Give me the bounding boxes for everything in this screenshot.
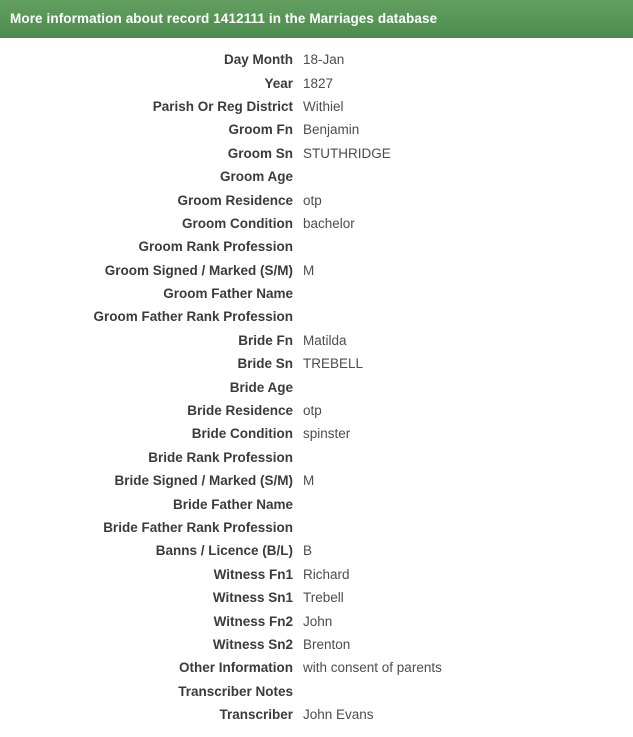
record-fields <box>0 48 633 726</box>
field-label: Groom Father Name <box>163 286 293 302</box>
field-value: Matilda <box>303 332 347 348</box>
page-title-bar <box>0 0 633 38</box>
field-value <box>303 680 633 703</box>
field-label: Groom Fn <box>228 122 293 138</box>
field-label: Bride Condition <box>191 426 293 442</box>
field-label: Parish Or Reg District <box>152 98 293 114</box>
field-value: 1827 <box>303 75 334 91</box>
field-value: Richard <box>303 566 350 582</box>
field-label: Bride Father Rank Profession <box>103 520 293 535</box>
field-value: Benjamin <box>303 122 360 138</box>
field-label: Groom Rank Profession <box>138 239 293 255</box>
field-value: spinster <box>303 426 351 442</box>
field-value: with consent of parents <box>303 660 442 676</box>
field-value: John <box>303 613 333 629</box>
field-label: Groom Father Rank Profession <box>93 309 293 325</box>
field-label: Other Information <box>179 660 293 676</box>
field-label: Groom Signed / Marked (S/M) <box>104 262 293 278</box>
field-label: Transcriber Notes <box>178 683 293 699</box>
field-label: Bride Fn <box>238 332 293 348</box>
field-label: Witness Fn2 <box>213 613 293 629</box>
field-value: Trebell <box>303 590 344 606</box>
field-label: Bride Sn <box>237 356 293 372</box>
field-label: Bride Father Name <box>172 496 293 512</box>
field-value: otp <box>303 192 322 208</box>
field-value: John Evans <box>303 707 374 723</box>
field-value: otp <box>303 403 322 419</box>
field-label: Bride Signed / Marked (S/M) <box>114 473 293 489</box>
field-label: Bride Residence <box>187 403 293 419</box>
field-value: STUTHRIDGE <box>303 145 391 161</box>
field-label: Witness Fn1 <box>213 566 293 582</box>
field-label: Witness Sn1 <box>212 590 293 606</box>
field-label: Witness Sn2 <box>212 636 293 652</box>
field-value: TREBELL <box>303 356 364 372</box>
field-label: Year <box>264 75 293 91</box>
page-title: More information about record 1412111 in the Marriages database <box>10 11 438 26</box>
field-value: Brenton <box>303 636 351 652</box>
field-value <box>303 492 633 515</box>
field-label: Bride Age <box>229 379 293 395</box>
field-value: B <box>303 543 313 559</box>
field-value: M <box>303 473 315 489</box>
field-label: Groom Condition <box>182 215 293 231</box>
field-label: Transcriber <box>219 707 293 723</box>
field-value: M <box>303 262 315 278</box>
field-value <box>303 446 633 469</box>
field-label: Groom Sn <box>227 145 293 161</box>
field-label: Groom Age <box>219 169 293 185</box>
field-value <box>303 165 633 188</box>
field-label: Banns / Licence (B/L) <box>155 543 293 559</box>
field-value <box>303 375 633 398</box>
field-label: Groom Residence <box>177 192 293 208</box>
field-value: 18-Jan <box>303 52 345 68</box>
field-value: bachelor <box>303 215 355 231</box>
field-label: Day Month <box>224 52 293 68</box>
field-value <box>303 516 633 539</box>
field-value <box>303 305 633 328</box>
field-value: Withiel <box>303 98 344 114</box>
field-label: Bride Rank Profession <box>148 449 293 465</box>
field-value <box>303 235 633 258</box>
field-value <box>303 282 633 305</box>
